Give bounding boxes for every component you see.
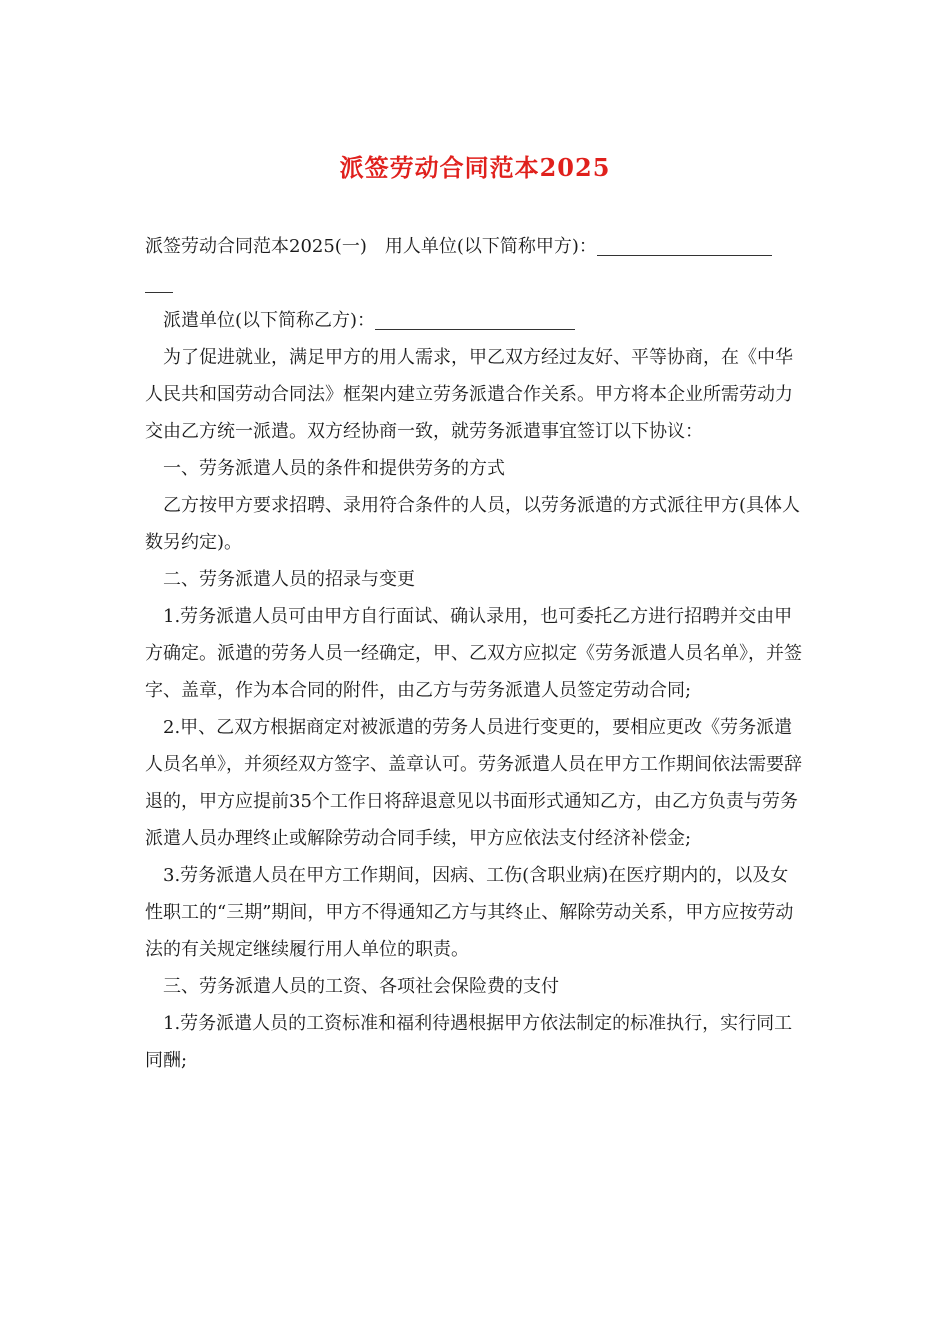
clause-2-1: 1.劳务派遣人员可由甲方自行面试、确认录用，也可委托乙方进行招聘并交由甲方确定。派遣的劳务人员一经确定，甲、乙双方应拟定《劳务派遣人员名单》，并签字、盖章，作为本合同的附件，由乙方与劳务派遣人员签定劳动合同;	[145, 606, 802, 701]
dispatcher-line	[145, 302, 805, 339]
clause-2-2: 2.甲、乙双方根据商定对被派遣的劳务人员进行变更的，要相应更改《劳务派遣人员名单》，并须经双方签字、盖章认可。劳务派遣人员在甲方工作期间依法需要辞退的，甲方应提前35个工作日将辞退意见以书面形式通知乙方，由乙方负责与劳务派遣人员办理终止或解除劳动合同手续，甲方应依法支付经济补偿金;	[145, 717, 802, 849]
document-body	[145, 228, 805, 1079]
document-title: 派签劳动合同范本2025	[339, 153, 611, 182]
dispatcher-label: 派遣单位(以下简称乙方)：	[163, 310, 376, 331]
employer-blank	[597, 235, 772, 256]
clause-2-3: 3.劳务派遣人员在甲方工作期间，因病、工伤(含职业病)在医疗期内的，以及女性职工的“三期”期间，甲方不得通知乙方与其终止、解除劳动关系，甲方应按劳动法的有关规定继续履行用人单位的职责。	[145, 865, 794, 960]
section-heading-1: 一、劳务派遣人员的条件和提供劳务的方式	[163, 458, 505, 479]
employer-blank-continued	[145, 272, 173, 293]
dispatcher-blank	[375, 309, 575, 330]
employer-line	[145, 228, 805, 302]
section-heading-2: 二、劳务派遣人员的招录与变更	[163, 569, 415, 590]
paragraph-section-1: 乙方按甲方要求招聘、录用符合条件的人员，以劳务派遣的方式派往甲方(具体人数另约定)。	[145, 495, 801, 553]
employer-label: 派签劳动合同范本2025(一) 用人单位(以下简称甲方)：	[145, 236, 597, 257]
section-heading-3: 三、劳务派遣人员的工资、各项社会保险费的支付	[163, 976, 559, 997]
clause-3-1: 1.劳务派遣人员的工资标准和福利待遇根据甲方依法制定的标准执行，实行同工同酬;	[145, 1013, 793, 1071]
paragraph-intro: 为了促进就业，满足甲方的用人需求，甲乙双方经过友好、平等协商，在《中华人民共和国劳动合同法》框架内建立劳务派遣合作关系。甲方将本企业所需劳动力交由乙方统一派遣。双方经协商一致，就劳务派遣事宜签订以下协议：	[145, 347, 793, 442]
